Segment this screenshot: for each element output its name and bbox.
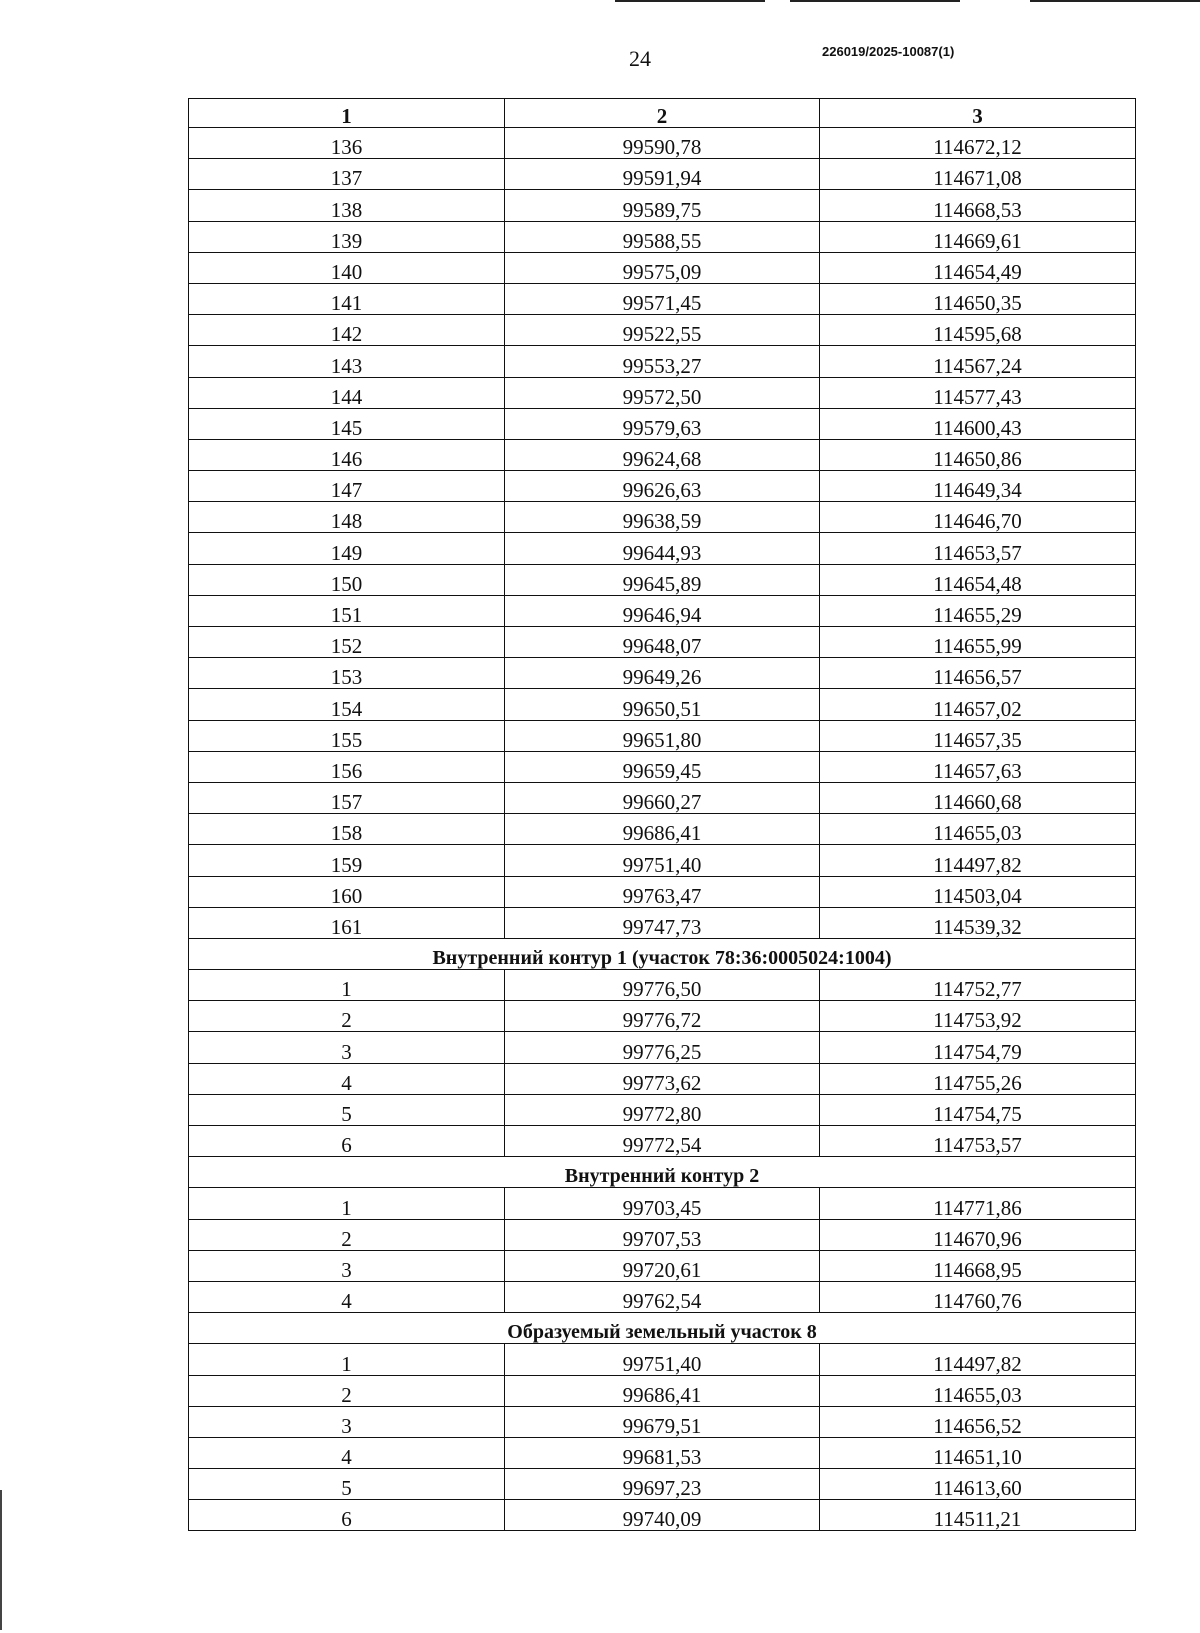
column-header: 1 — [189, 99, 505, 128]
section-heading-row — [189, 1313, 1136, 1344]
x-coordinate-cell: 99740,09 — [505, 1500, 820, 1531]
table-row — [189, 1281, 1136, 1312]
table-row — [189, 782, 1136, 813]
table-row — [189, 1001, 1136, 1032]
point-number-cell: 161 — [189, 907, 505, 938]
x-coordinate-cell: 99646,94 — [505, 595, 820, 626]
y-coordinate-cell: 114656,57 — [820, 658, 1136, 689]
x-coordinate-cell: 99638,59 — [505, 502, 820, 533]
x-coordinate-cell: 99763,47 — [505, 876, 820, 907]
x-coordinate-cell: 99773,62 — [505, 1063, 820, 1094]
point-number-cell: 4 — [189, 1437, 505, 1468]
table-row — [189, 1375, 1136, 1406]
x-coordinate-cell: 99686,41 — [505, 1375, 820, 1406]
x-coordinate-cell: 99659,45 — [505, 751, 820, 782]
y-coordinate-cell: 114657,02 — [820, 689, 1136, 720]
section-heading: Образуемый земельный участок 8 — [189, 1313, 1136, 1344]
table-row — [189, 595, 1136, 626]
point-number-cell: 4 — [189, 1281, 505, 1312]
y-coordinate-cell: 114651,10 — [820, 1437, 1136, 1468]
y-coordinate-cell: 114754,75 — [820, 1094, 1136, 1125]
x-coordinate-cell: 99720,61 — [505, 1250, 820, 1281]
y-coordinate-cell: 114654,49 — [820, 252, 1136, 283]
x-coordinate-cell: 99751,40 — [505, 845, 820, 876]
table-row — [189, 283, 1136, 314]
point-number-cell: 142 — [189, 315, 505, 346]
table-row — [189, 1032, 1136, 1063]
y-coordinate-cell: 114656,52 — [820, 1406, 1136, 1437]
point-number-cell: 146 — [189, 439, 505, 470]
point-number-cell: 152 — [189, 627, 505, 658]
table-row — [189, 907, 1136, 938]
x-coordinate-cell: 99590,78 — [505, 128, 820, 159]
point-number-cell: 156 — [189, 751, 505, 782]
x-coordinate-cell: 99772,80 — [505, 1094, 820, 1125]
x-coordinate-cell: 99707,53 — [505, 1219, 820, 1250]
table-row — [189, 221, 1136, 252]
table-header-row — [189, 99, 1136, 128]
section-heading: Внутренний контур 1 (участок 78:36:0005024:1004) — [189, 938, 1136, 969]
x-coordinate-cell: 99650,51 — [505, 689, 820, 720]
point-number-cell: 137 — [189, 159, 505, 190]
section-heading-row — [189, 938, 1136, 969]
point-number-cell: 3 — [189, 1250, 505, 1281]
table-row — [189, 1500, 1136, 1531]
point-number-cell: 155 — [189, 720, 505, 751]
x-coordinate-cell: 99589,75 — [505, 190, 820, 221]
table-row — [189, 1219, 1136, 1250]
point-number-cell: 2 — [189, 1375, 505, 1406]
section-heading: Внутренний контур 2 — [189, 1157, 1136, 1188]
point-number-cell: 145 — [189, 408, 505, 439]
point-number-cell: 1 — [189, 1344, 505, 1375]
y-coordinate-cell: 114497,82 — [820, 1344, 1136, 1375]
table-row — [189, 627, 1136, 658]
table-row — [189, 876, 1136, 907]
y-coordinate-cell: 114649,34 — [820, 471, 1136, 502]
y-coordinate-cell: 114650,35 — [820, 283, 1136, 314]
y-coordinate-cell: 114497,82 — [820, 845, 1136, 876]
y-coordinate-cell: 114657,35 — [820, 720, 1136, 751]
x-coordinate-cell: 99751,40 — [505, 1344, 820, 1375]
y-coordinate-cell: 114671,08 — [820, 159, 1136, 190]
x-coordinate-cell: 99572,50 — [505, 377, 820, 408]
point-number-cell: 159 — [189, 845, 505, 876]
point-number-cell: 6 — [189, 1126, 505, 1157]
x-coordinate-cell: 99588,55 — [505, 221, 820, 252]
y-coordinate-cell: 114754,79 — [820, 1032, 1136, 1063]
x-coordinate-cell: 99522,55 — [505, 315, 820, 346]
y-coordinate-cell: 114771,86 — [820, 1188, 1136, 1219]
point-number-cell: 143 — [189, 346, 505, 377]
point-number-cell: 138 — [189, 190, 505, 221]
table-row — [189, 814, 1136, 845]
x-coordinate-cell: 99772,54 — [505, 1126, 820, 1157]
scan-top-rule — [615, 0, 765, 2]
point-number-cell: 136 — [189, 128, 505, 159]
y-coordinate-cell: 114511,21 — [820, 1500, 1136, 1531]
table-row — [189, 564, 1136, 595]
y-coordinate-cell: 114760,76 — [820, 1281, 1136, 1312]
x-coordinate-cell: 99776,25 — [505, 1032, 820, 1063]
y-coordinate-cell: 114613,60 — [820, 1469, 1136, 1500]
x-coordinate-cell: 99591,94 — [505, 159, 820, 190]
point-number-cell: 5 — [189, 1094, 505, 1125]
point-number-cell: 3 — [189, 1406, 505, 1437]
y-coordinate-cell: 114567,24 — [820, 346, 1136, 377]
scan-edge-mark — [0, 1490, 2, 1630]
table-row — [189, 471, 1136, 502]
document-reference: 226019/2025-10087(1) — [822, 44, 955, 59]
column-header: 2 — [505, 99, 820, 128]
x-coordinate-cell: 99686,41 — [505, 814, 820, 845]
y-coordinate-cell: 114755,26 — [820, 1063, 1136, 1094]
table-row — [189, 439, 1136, 470]
point-number-cell: 150 — [189, 564, 505, 595]
x-coordinate-cell: 99624,68 — [505, 439, 820, 470]
point-number-cell: 1 — [189, 970, 505, 1001]
y-coordinate-cell: 114660,68 — [820, 782, 1136, 813]
y-coordinate-cell: 114753,57 — [820, 1126, 1136, 1157]
table-row — [189, 689, 1136, 720]
table-row — [189, 1126, 1136, 1157]
table-row — [189, 315, 1136, 346]
y-coordinate-cell: 114670,96 — [820, 1219, 1136, 1250]
scan-top-rule — [1030, 0, 1200, 2]
y-coordinate-cell: 114653,57 — [820, 533, 1136, 564]
y-coordinate-cell: 114654,48 — [820, 564, 1136, 595]
scan-top-rule — [790, 0, 960, 2]
point-number-cell: 5 — [189, 1469, 505, 1500]
point-number-cell: 139 — [189, 221, 505, 252]
x-coordinate-cell: 99703,45 — [505, 1188, 820, 1219]
table-row — [189, 533, 1136, 564]
table-row — [189, 502, 1136, 533]
x-coordinate-cell: 99681,53 — [505, 1437, 820, 1468]
point-number-cell: 154 — [189, 689, 505, 720]
x-coordinate-cell: 99553,27 — [505, 346, 820, 377]
table-row — [189, 1094, 1136, 1125]
point-number-cell: 141 — [189, 283, 505, 314]
point-number-cell: 147 — [189, 471, 505, 502]
y-coordinate-cell: 114672,12 — [820, 128, 1136, 159]
y-coordinate-cell: 114655,99 — [820, 627, 1136, 658]
table-row — [189, 159, 1136, 190]
y-coordinate-cell: 114600,43 — [820, 408, 1136, 439]
point-number-cell: 157 — [189, 782, 505, 813]
table-row — [189, 346, 1136, 377]
x-coordinate-cell: 99776,50 — [505, 970, 820, 1001]
point-number-cell: 4 — [189, 1063, 505, 1094]
x-coordinate-cell: 99649,26 — [505, 658, 820, 689]
x-coordinate-cell: 99575,09 — [505, 252, 820, 283]
table-row — [189, 1250, 1136, 1281]
y-coordinate-cell: 114657,63 — [820, 751, 1136, 782]
point-number-cell: 1 — [189, 1188, 505, 1219]
coordinates-table — [188, 98, 1136, 1531]
table-row — [189, 1188, 1136, 1219]
point-number-cell: 140 — [189, 252, 505, 283]
point-number-cell: 144 — [189, 377, 505, 408]
point-number-cell: 149 — [189, 533, 505, 564]
point-number-cell: 6 — [189, 1500, 505, 1531]
x-coordinate-cell: 99626,63 — [505, 471, 820, 502]
x-coordinate-cell: 99579,63 — [505, 408, 820, 439]
table-row — [189, 252, 1136, 283]
point-number-cell: 2 — [189, 1001, 505, 1032]
table-row — [189, 408, 1136, 439]
point-number-cell: 153 — [189, 658, 505, 689]
table-row — [189, 1469, 1136, 1500]
y-coordinate-cell: 114753,92 — [820, 1001, 1136, 1032]
y-coordinate-cell: 114646,70 — [820, 502, 1136, 533]
y-coordinate-cell: 114577,43 — [820, 377, 1136, 408]
x-coordinate-cell: 99776,72 — [505, 1001, 820, 1032]
y-coordinate-cell: 114752,77 — [820, 970, 1136, 1001]
table-row — [189, 751, 1136, 782]
table-row — [189, 1063, 1136, 1094]
y-coordinate-cell: 114669,61 — [820, 221, 1136, 252]
table-row — [189, 658, 1136, 689]
y-coordinate-cell: 114668,95 — [820, 1250, 1136, 1281]
y-coordinate-cell: 114595,68 — [820, 315, 1136, 346]
x-coordinate-cell: 99644,93 — [505, 533, 820, 564]
table-row — [189, 1406, 1136, 1437]
point-number-cell: 148 — [189, 502, 505, 533]
table-row — [189, 1437, 1136, 1468]
table-row — [189, 377, 1136, 408]
page-number: 24 — [629, 46, 651, 71]
x-coordinate-cell: 99645,89 — [505, 564, 820, 595]
y-coordinate-cell: 114650,86 — [820, 439, 1136, 470]
section-heading-row — [189, 1157, 1136, 1188]
y-coordinate-cell: 114655,03 — [820, 1375, 1136, 1406]
x-coordinate-cell: 99747,73 — [505, 907, 820, 938]
point-number-cell: 160 — [189, 876, 505, 907]
x-coordinate-cell: 99651,80 — [505, 720, 820, 751]
table-row — [189, 845, 1136, 876]
table-row — [189, 1344, 1136, 1375]
point-number-cell: 3 — [189, 1032, 505, 1063]
table-row — [189, 970, 1136, 1001]
x-coordinate-cell: 99679,51 — [505, 1406, 820, 1437]
y-coordinate-cell: 114655,29 — [820, 595, 1136, 626]
table-row — [189, 720, 1136, 751]
x-coordinate-cell: 99660,27 — [505, 782, 820, 813]
y-coordinate-cell: 114539,32 — [820, 907, 1136, 938]
x-coordinate-cell: 99762,54 — [505, 1281, 820, 1312]
y-coordinate-cell: 114503,04 — [820, 876, 1136, 907]
table-row — [189, 128, 1136, 159]
point-number-cell: 158 — [189, 814, 505, 845]
point-number-cell: 151 — [189, 595, 505, 626]
y-coordinate-cell: 114668,53 — [820, 190, 1136, 221]
table-row — [189, 190, 1136, 221]
y-coordinate-cell: 114655,03 — [820, 814, 1136, 845]
point-number-cell: 2 — [189, 1219, 505, 1250]
x-coordinate-cell: 99697,23 — [505, 1469, 820, 1500]
x-coordinate-cell: 99648,07 — [505, 627, 820, 658]
column-header: 3 — [820, 99, 1136, 128]
x-coordinate-cell: 99571,45 — [505, 283, 820, 314]
